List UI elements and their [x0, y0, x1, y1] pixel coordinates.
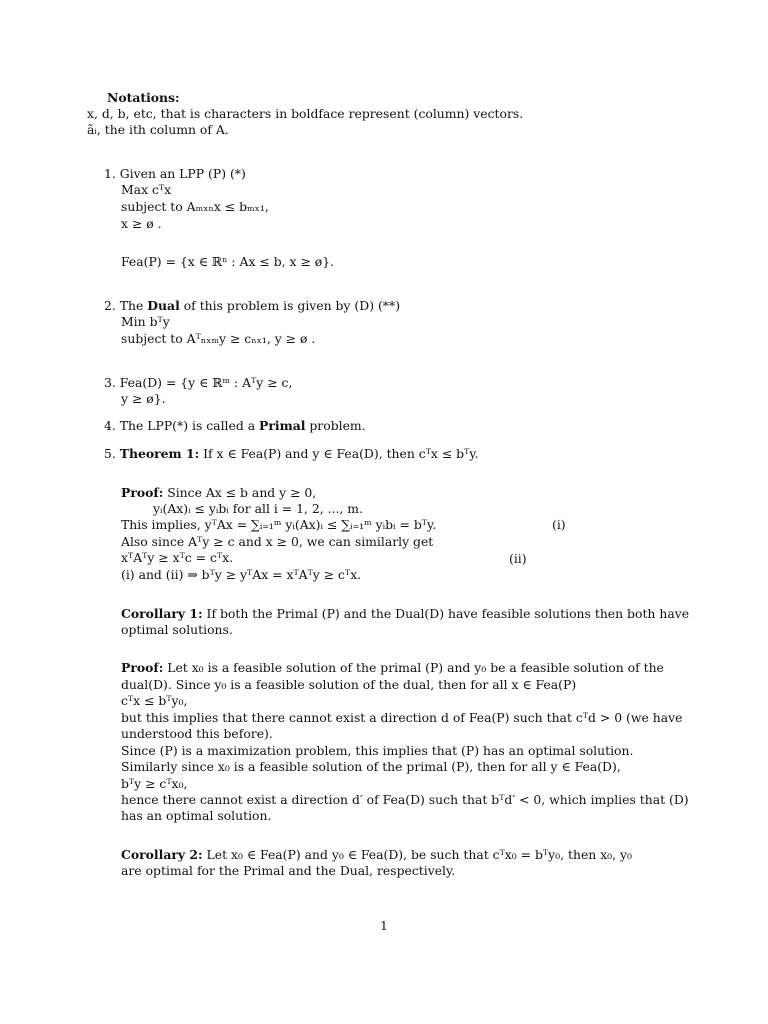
- proof-2-line-5: understood this before).: [121, 726, 273, 741]
- equation-tag-i: (i): [552, 517, 566, 532]
- proof-2-line-7: Similarly since x₀ is a feasible solution of the primal (P), then for all y ∈ Fea(D),: [121, 759, 621, 774]
- proof-1-line-1: Proof: Since Ax ≤ b and y ≥ 0,: [121, 485, 317, 500]
- proof-2-line-10: has an optimal solution.: [121, 808, 272, 823]
- item-1-line-3: subject to Aₘₓₙx ≤ bₘₓ₁,: [121, 199, 269, 214]
- equation-tag-ii: (ii): [509, 551, 527, 566]
- proof-2-line-9: hence there cannot exist a direction d′ of Fea(D) such that bᵀd′ < 0, which implies that (D): [121, 792, 689, 807]
- item-1-feasible-set: Fea(P) = {x ∈ ℝⁿ : Ax ≤ b, x ≥ ø}.: [121, 254, 335, 269]
- proof-2-line-4: but this implies that there cannot exist a direction d of Fea(P) such that cᵀd > 0 (we have: [121, 710, 683, 725]
- item-5-theorem: 5. Theorem 1: If x ∈ Fea(P) and y ∈ Fea(D), then cᵀx ≤ bᵀy.: [104, 446, 479, 461]
- notations-heading: Notations:: [107, 90, 180, 105]
- proof-2-line-8: bᵀy ≥ cᵀx₀,: [121, 776, 188, 791]
- corollary-2-line-1: Corollary 2: Let x₀ ∈ Fea(P) and y₀ ∈ Fea(D), be such that cᵀx₀ = bᵀy₀, then x₀, y₀: [121, 847, 632, 862]
- item-1-line-2: Max cᵀx: [121, 182, 172, 197]
- proof-2-line-1: Proof: Let x₀ is a feasible solution of the primal (P) and y₀ be a feasible solution of the: [121, 660, 664, 675]
- item-1-line-4: x ≥ ø .: [121, 216, 162, 231]
- page-number: 1: [380, 918, 388, 933]
- proof-1-line-5: xᵀAᵀy ≥ xᵀc = cᵀx.: [121, 550, 234, 565]
- item-3-line-2: y ≥ ø}.: [121, 391, 166, 406]
- item-2-line-1: 2. The Dual of this problem is given by (D) (**): [104, 298, 401, 313]
- proof-2-line-3: cᵀx ≤ bᵀy₀,: [121, 693, 188, 708]
- proof-1-line-2: yᵢ(Ax)ᵢ ≤ yᵢbᵢ for all i = 1, 2, ..., m.: [153, 501, 363, 516]
- item-2-line-3: subject to Aᵀₙₓₘy ≥ cₙₓ₁, y ≥ ø .: [121, 331, 316, 346]
- proof-2-line-2: dual(D). Since y₀ is a feasible solution of the dual, then for all x ∈ Fea(P): [121, 677, 577, 692]
- proof-1-line-4: Also since Aᵀy ≥ c and x ≥ 0, we can similarly get: [121, 534, 434, 549]
- item-4-line: 4. The LPP(*) is called a Primal problem.: [104, 418, 366, 433]
- corollary-1-line-1: Corollary 1: If both the Primal (P) and the Dual(D) have feasible solutions then both have: [121, 606, 690, 621]
- notations-line-1: x, d, b, etc, that is characters in boldface represent (column) vectors.: [87, 106, 524, 121]
- corollary-1-line-2: optimal solutions.: [121, 622, 233, 637]
- item-3-line-1: 3. Fea(D) = {y ∈ ℝᵐ : Aᵀy ≥ c,: [104, 375, 293, 390]
- proof-2-line-6: Since (P) is a maximization problem, this implies that (P) has an optimal solution.: [121, 743, 634, 758]
- corollary-2-line-2: are optimal for the Primal and the Dual, respectively.: [121, 863, 456, 878]
- item-2-line-2: Min bᵀy: [121, 314, 170, 329]
- notations-line-2: ãᵢ, the ith column of A.: [87, 122, 229, 137]
- proof-1-line-6: (i) and (ii) ⇒ bᵀy ≥ yᵀAx = xᵀAᵀy ≥ cᵀx.: [121, 567, 362, 582]
- item-1-line-1: 1. Given an LPP (P) (*): [104, 166, 246, 181]
- proof-1-line-3: This implies, yᵀAx = ∑ᵢ₌₁ᵐ yᵢ(Ax)ᵢ ≤ ∑ᵢ₌₁ᵐ yᵢbᵢ = bᵀy.: [121, 517, 437, 532]
